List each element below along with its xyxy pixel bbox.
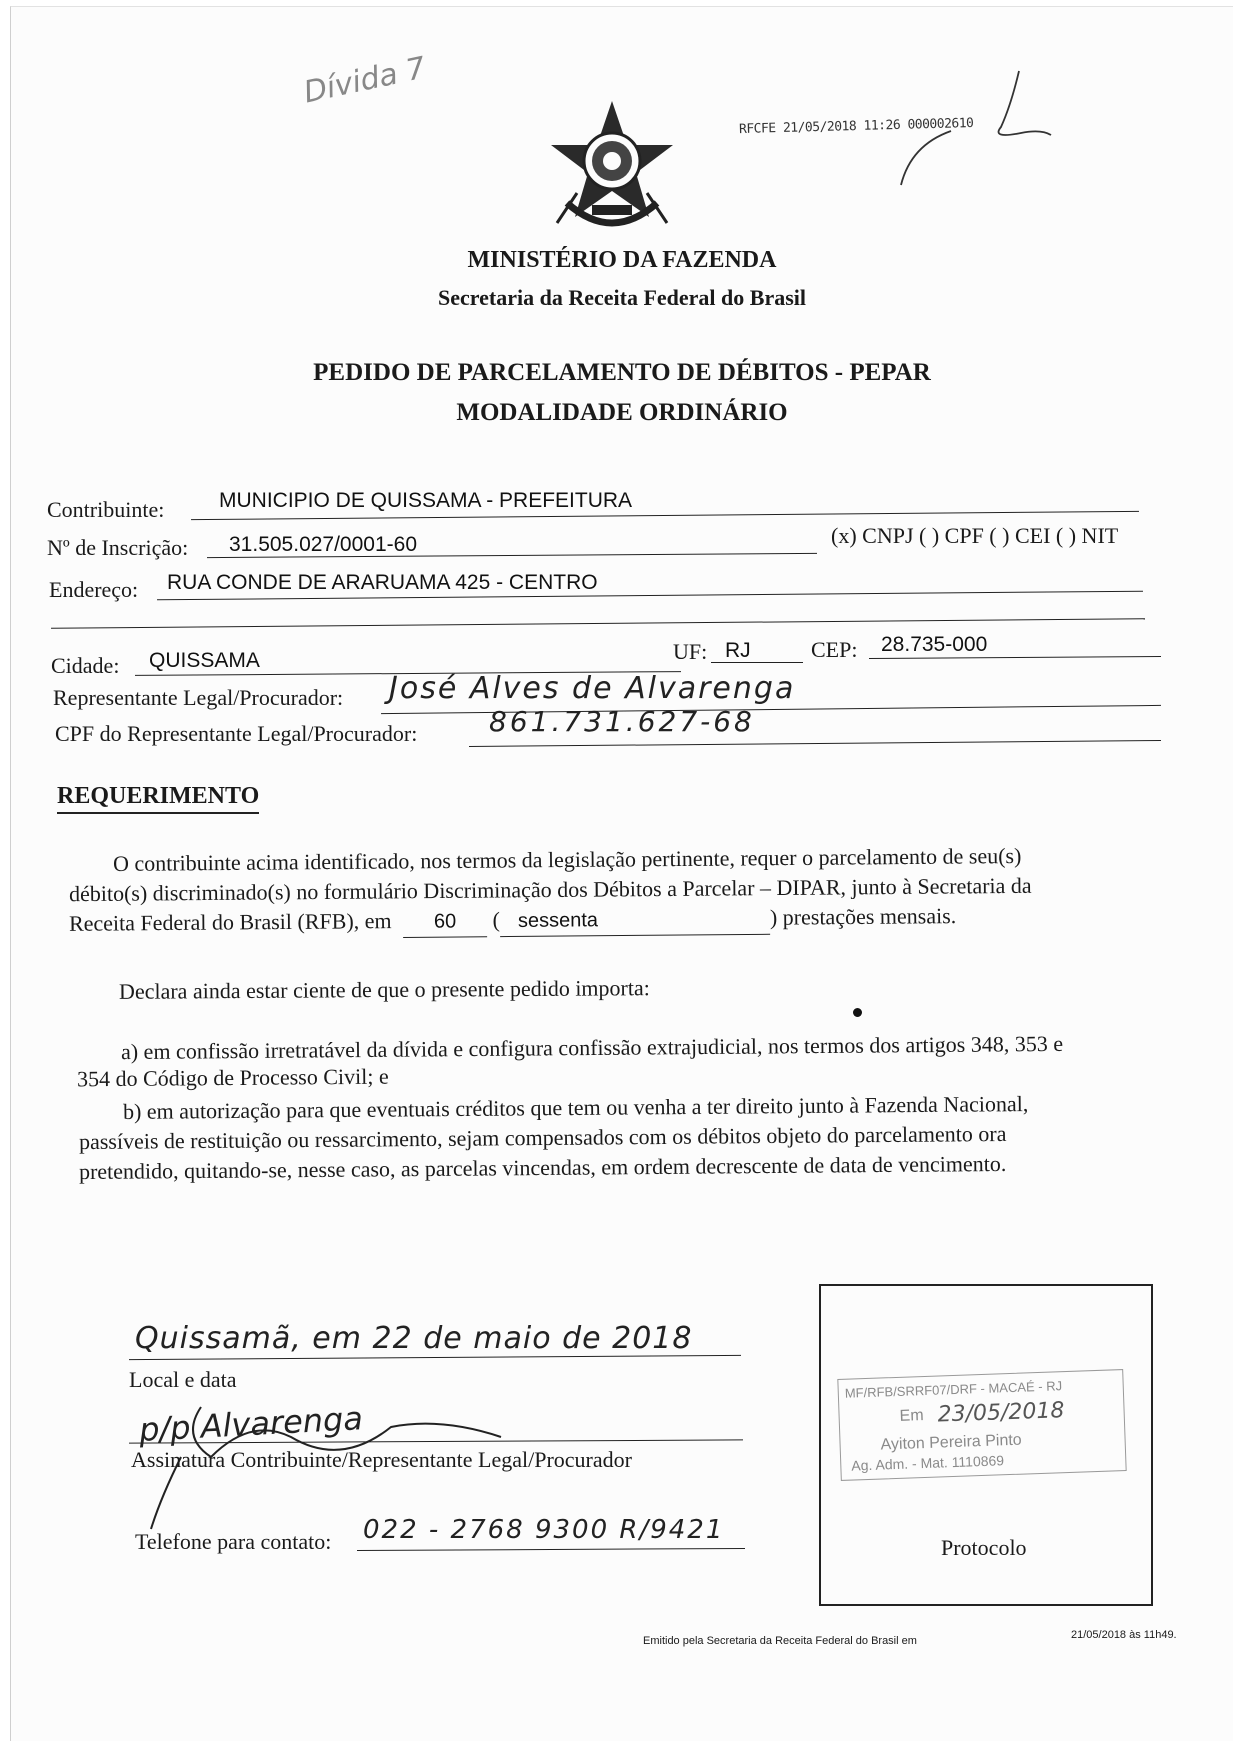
stamp-name: Ayiton Pereira Pinto <box>880 1431 1022 1454</box>
installments-number: 60 <box>403 907 487 938</box>
paren-open: ( <box>492 907 501 933</box>
cidade-value: QUISSAMA <box>149 649 260 672</box>
local-data-value: Quissamã, em 22 de maio de 2018 <box>135 1321 693 1356</box>
installments-words: sessenta <box>500 905 770 937</box>
contribuinte-value: MUNICIPIO DE QUISSAMA - PREFEITURA <box>219 489 633 512</box>
stamp-date: 23/05/2018 <box>937 1398 1065 1428</box>
stamp-org: MF/RFB/SRRF07/DRF - MACAÉ - RJ <box>844 1378 1063 1401</box>
endereco-value: RUA CONDE DE ARARUAMA 425 - CENTRO <box>167 571 598 594</box>
uf-label: UF: <box>673 639 708 664</box>
requerimento-heading: REQUERIMENTO <box>57 783 259 814</box>
requerimento-paragraph-line2: débito(s) discriminado(s) no formulário Discriminação dos Débitos a Parcelar – DIPAR, junto à Secretaria da <box>68 872 1032 907</box>
cidade-label: Cidade: <box>51 653 120 678</box>
stamp-date-label: Em <box>899 1407 924 1425</box>
ink-dot <box>853 1008 862 1017</box>
inscricao-value: 31.505.027/0001-60 <box>229 533 418 556</box>
representante-label: Representante Legal/Procurador: <box>53 685 344 710</box>
signature-label: Assinatura Contribuinte/Representante Legal/Procurador <box>131 1447 632 1472</box>
reception-stamp <box>837 1369 1126 1481</box>
document-type-options: (x) CNPJ ( ) CPF ( ) CEI ( ) NIT <box>831 523 1119 548</box>
cep-value: 28.735-000 <box>881 633 988 656</box>
item-a-line1: a) em confissão irretratável da dívida e configura confissão extrajudicial, nos termos dos artigos 348, 353 e <box>120 1030 1064 1065</box>
cpf-representante-line <box>469 740 1161 747</box>
coat-of-arms-emblem <box>537 93 687 243</box>
prestacoes-text: ) prestações mensais. <box>769 903 957 930</box>
telefone-value: 022 - 2768 9300 R/9421 <box>363 1515 725 1545</box>
signature-value: p/p Alvarenga <box>138 1399 364 1449</box>
local-data-label: Local e data <box>129 1367 237 1392</box>
document-page <box>10 6 1233 1741</box>
item-a-line2: 354 do Código de Processo Civil; e <box>76 1063 389 1092</box>
requerimento-paragraph-line3 <box>69 901 956 941</box>
inscricao-label: Nº de Inscrição: <box>47 535 189 560</box>
telefone-label: Telefone para contato: <box>135 1529 332 1554</box>
footer-emitted: Emitido pela Secretaria da Receita Federal do Brasil em <box>643 1635 917 1647</box>
ministry-title: MINISTÉRIO DA FAZENDA <box>467 247 777 273</box>
footer-emitted-date: 21/05/2018 às 11h49. <box>1071 1629 1177 1641</box>
initials-mark <box>891 65 1061 195</box>
representante-value: José Alves de Alvarenga <box>389 671 796 706</box>
cep-label: CEP: <box>811 637 858 662</box>
endereco-line-2 <box>51 618 1145 629</box>
rfb-text: Receita Federal do Brasil (RFB), em <box>68 908 392 936</box>
cpf-representante-label: CPF do Representante Legal/Procurador: <box>55 721 418 746</box>
uf-line <box>711 662 803 663</box>
secretariat-title: Secretaria da Receita Federal do Brasil <box>438 285 806 310</box>
handwritten-annotation: Dívida 7 <box>300 50 429 111</box>
form-subtitle: MODALIDADE ORDINÁRIO <box>456 399 788 426</box>
uf-value: RJ <box>725 639 751 662</box>
declara-text: Declara ainda estar ciente de que o presente pedido importa: <box>118 975 650 1004</box>
cpf-representante-value: 861.731.627-68 <box>489 705 755 738</box>
telefone-line <box>357 1548 745 1551</box>
endereco-label: Endereço: <box>49 577 139 602</box>
receipt-stamp: RFCFE 21/05/2018 11:26 000002610 <box>738 115 974 138</box>
requerimento-paragraph-line1: O contribuinte acima identificado, nos termos da legislação pertinente, requer o parcelamento de seu(s) <box>112 843 1022 876</box>
stamp-role: Ag. Adm. - Mat. 1110869 <box>851 1452 1005 1474</box>
protocol-label: Protocolo <box>941 1535 1027 1560</box>
item-b-line1: b) em autorização para que eventuais créditos que tem ou venha a ter direito junto à Fazenda Nacional, <box>122 1091 1029 1124</box>
form-title: PEDIDO DE PARCELAMENTO DE DÉBITOS - PEPAR <box>313 359 931 386</box>
item-b-line2: passíveis de restituição ou ressarcimento, sejam compensados com os débitos objeto do parcelamento ora <box>78 1120 1007 1155</box>
contribuinte-label: Contribuinte: <box>47 497 165 522</box>
item-b-line3: pretendido, quitando-se, nesse caso, as parcelas vincendas, em ordem decrescente de data de vencimento. <box>78 1150 1007 1185</box>
